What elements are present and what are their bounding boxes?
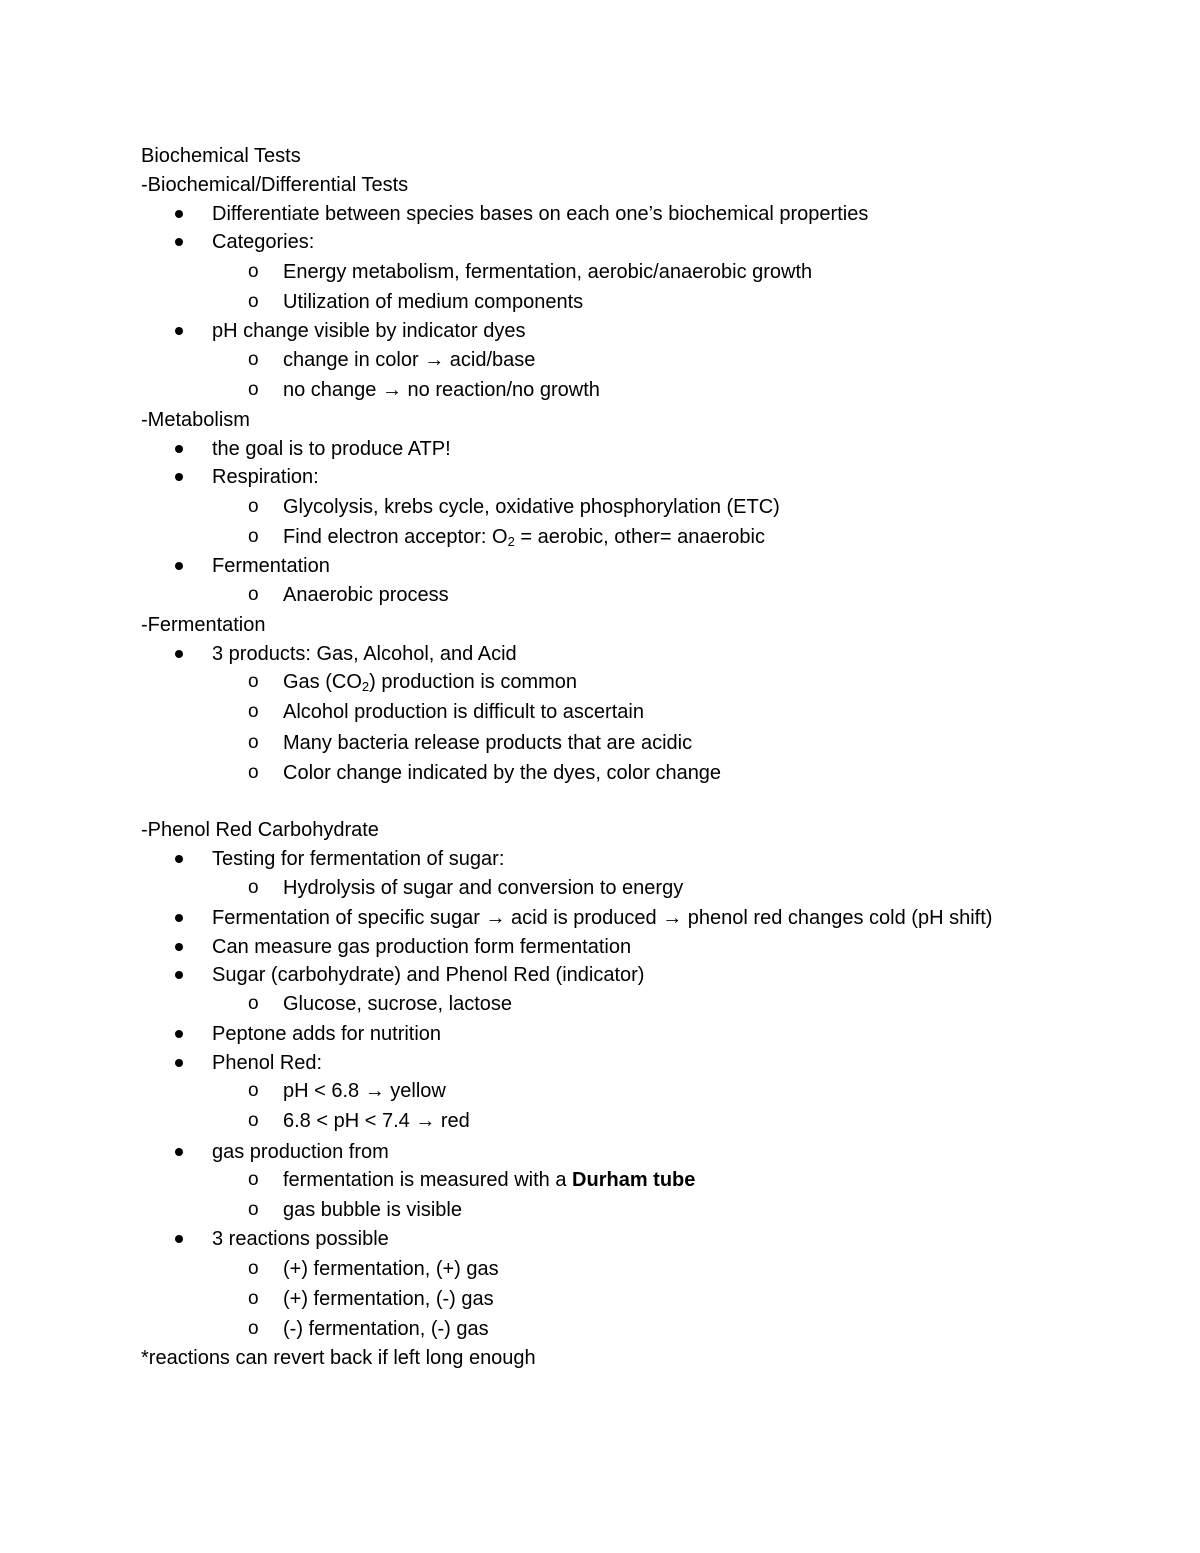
bullet-circle: o bbox=[248, 701, 259, 722]
bullet-circle: o bbox=[248, 762, 259, 783]
list-item: Glycolysis, krebs cycle, oxidative phosphorylation (ETC) bbox=[283, 496, 780, 518]
list-item: Phenol Red: bbox=[212, 1052, 323, 1074]
list-item: Fermentation of specific sugar → acid is produced → phenol red changes cold (pH shift) bbox=[212, 907, 993, 929]
bullet-dot bbox=[175, 473, 183, 481]
list-item: Testing for fermentation of sugar: bbox=[212, 848, 505, 870]
list-item: Hydrolysis of sugar and conversion to energy bbox=[283, 877, 684, 899]
bullet-dot bbox=[175, 650, 183, 658]
list-item: Can measure gas production form fermentation bbox=[212, 936, 632, 958]
list-item: Differentiate between species bases on each one’s biochemical properties bbox=[212, 203, 869, 225]
bullet-circle: o bbox=[248, 261, 259, 282]
bullet-circle: o bbox=[248, 1288, 259, 1309]
list-item: fermentation is measured with a Durham tube bbox=[283, 1169, 696, 1191]
list-item: the goal is to produce ATP! bbox=[212, 438, 451, 460]
bullet-circle: o bbox=[248, 1080, 259, 1101]
list-item: pH change visible by indicator dyes bbox=[212, 320, 526, 342]
list-item: Glucose, sucrose, lactose bbox=[283, 993, 512, 1015]
bullet-dot bbox=[175, 1030, 183, 1038]
arrow-icon: → bbox=[381, 379, 402, 401]
list-item: pH < 6.8 → yellow bbox=[283, 1080, 446, 1102]
arrow-icon: → bbox=[364, 1080, 385, 1102]
bullet-dot bbox=[175, 943, 183, 951]
footnote: *reactions can revert back if left long enough bbox=[141, 1347, 536, 1369]
bullet-dot bbox=[175, 1148, 183, 1156]
list-item: 3 reactions possible bbox=[212, 1228, 389, 1250]
list-item: Utilization of medium components bbox=[283, 291, 584, 313]
list-item: gas bubble is visible bbox=[283, 1199, 462, 1221]
bullet-circle: o bbox=[248, 379, 259, 400]
list-item: Fermentation bbox=[212, 555, 330, 577]
bullet-circle: o bbox=[248, 732, 259, 753]
list-item: (-) fermentation, (-) gas bbox=[283, 1318, 489, 1340]
list-item: Many bacteria release products that are acidic bbox=[283, 732, 693, 754]
bullet-circle: o bbox=[248, 993, 259, 1014]
arrow-icon: → bbox=[662, 907, 683, 929]
section-heading: -Phenol Red Carbohydrate bbox=[141, 819, 379, 841]
list-item: Alcohol production is difficult to ascertain bbox=[283, 701, 644, 723]
bullet-circle: o bbox=[248, 1199, 259, 1220]
bullet-dot bbox=[175, 855, 183, 863]
bullet-circle: o bbox=[248, 1318, 259, 1339]
list-item: Anaerobic process bbox=[283, 584, 449, 606]
bullet-dot bbox=[175, 562, 183, 570]
bullet-circle: o bbox=[248, 291, 259, 312]
list-item: (+) fermentation, (+) gas bbox=[283, 1258, 499, 1280]
bullet-circle: o bbox=[248, 1110, 259, 1131]
list-item: Gas $(CO_2)$ production is common bbox=[283, 671, 578, 694]
section-heading: -Biochemical/Differential Tests bbox=[141, 174, 409, 196]
bullet-circle: o bbox=[248, 496, 259, 517]
bullet-circle: o bbox=[248, 526, 259, 547]
arrow-icon: → bbox=[424, 349, 445, 371]
bullet-circle: o bbox=[248, 671, 259, 692]
list-item: Color change indicated by the dyes, color change bbox=[283, 762, 722, 784]
bullet-circle: o bbox=[248, 584, 259, 605]
list-item: gas production from bbox=[212, 1141, 389, 1163]
list-item: 3 products: Gas, Alcohol, and Acid bbox=[212, 643, 517, 665]
list-item: Energy metabolism, fermentation, aerobic/anaerobic growth bbox=[283, 261, 813, 283]
list-item: Peptone adds for nutrition bbox=[212, 1023, 442, 1045]
bullet-dot bbox=[175, 1235, 183, 1243]
bullet-circle: o bbox=[248, 349, 259, 370]
arrow-icon: → bbox=[485, 907, 506, 929]
bullet-circle: o bbox=[248, 877, 259, 898]
bullet-dot bbox=[175, 971, 183, 979]
list-item: Find electron acceptor: $O_2$ = aerobic, other= anaerobic bbox=[283, 526, 765, 549]
list-item: no change → no reaction/no growth bbox=[283, 379, 600, 401]
list-item: Sugar (carbohydrate) and Phenol Red (indicator) bbox=[212, 964, 645, 986]
bold-term: Durham tube bbox=[572, 1169, 696, 1191]
bullet-dot bbox=[175, 238, 183, 246]
bullet-dot bbox=[175, 327, 183, 335]
list-item: Respiration: bbox=[212, 466, 319, 488]
arrow-icon: → bbox=[415, 1110, 436, 1132]
list-item: (+) fermentation, (-) gas bbox=[283, 1288, 494, 1310]
section-heading: -Fermentation bbox=[141, 614, 266, 636]
bullet-dot bbox=[175, 445, 183, 453]
section-heading: -Metabolism bbox=[141, 409, 250, 431]
list-item: change in color → acid/base bbox=[283, 349, 536, 371]
list-item: 6.8 < pH < 7.4 → red bbox=[283, 1110, 470, 1132]
bullet-circle: o bbox=[248, 1258, 259, 1279]
list-item: Categories: bbox=[212, 231, 315, 253]
document-title: Biochemical Tests bbox=[141, 145, 301, 167]
bullet-dot bbox=[175, 1059, 183, 1067]
bullet-circle: o bbox=[248, 1169, 259, 1190]
bullet-dot bbox=[175, 914, 183, 922]
bullet-dot bbox=[175, 210, 183, 218]
